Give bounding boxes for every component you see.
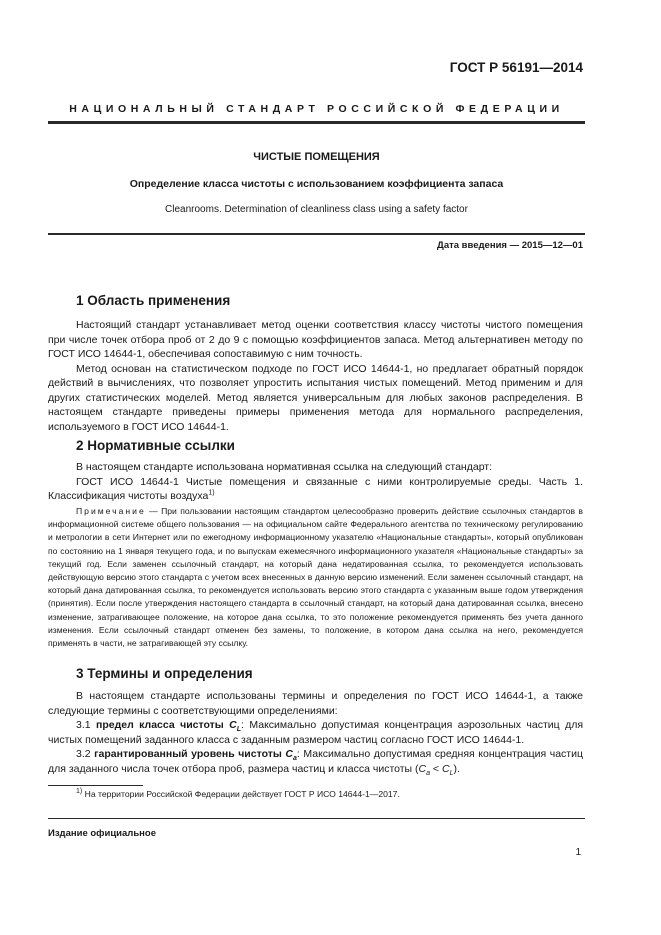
inline-symbol-sub: L	[449, 769, 454, 777]
term-definition: : Максимально допустимая концентрация аэрозольных частиц для чистых помещений заданного класса с заданным размером частиц согласно ГОСТ ИСО 14644-1.	[48, 719, 584, 746]
term-number: 3.1	[76, 719, 96, 731]
section-3-paragraph-1: В настоящем стандарте использованы термины и определения по ГОСТ ИСО 14644-1, а также следующие термины с соответствующими определениями:	[48, 690, 583, 717]
section-1-body	[48, 318, 583, 434]
term-number: 3.2	[76, 748, 95, 760]
footnote-ref: 1)	[208, 489, 215, 497]
term-symbol-sub: a	[293, 755, 297, 763]
footnote-mark: 1)	[76, 788, 83, 796]
section-3-body	[48, 689, 583, 776]
section-1-paragraph-1: Настоящий стандарт устанавливает метод оценки соответствия классу чистоты чистого помещения при числе точек отбора проб от 2 до 9 с помощью коэффициентов запаса. Метод альтернативен методу по ГОСТ ИСО 14644-1, обеспечивая сопоставимую с ним точность.	[48, 319, 583, 360]
term-symbol: C	[285, 748, 293, 760]
document-id: ГОСТ Р 56191—2014	[449, 60, 583, 75]
term-name: предел класса чистоты	[96, 719, 230, 731]
term-definition: : Максимально допустимая средняя концентрация частиц для заданного числа точек отбора проб, размера частиц и класса чистоты (	[48, 748, 583, 775]
section-3-heading: 3 Термины и определения	[76, 666, 253, 681]
page-number: 1	[575, 847, 581, 858]
effective-date: Дата введения — 2015—12—01	[437, 240, 583, 251]
footnote	[76, 789, 400, 799]
inline-symbol-sub: a	[426, 769, 431, 777]
footnote-rule	[48, 785, 143, 786]
document-title: ЧИСТЫЕ ПОМЕЩЕНИЯ	[253, 151, 380, 163]
section-1-heading: 1 Область применения	[76, 293, 231, 308]
section-2-paragraph-1: В настоящем стандарте использована нормативная ссылка на следующий стандарт:	[76, 461, 493, 473]
inline-symbol: C	[418, 762, 427, 775]
title-rule	[48, 233, 585, 235]
term-symbol-sub: L	[236, 726, 242, 734]
document-subtitle: Определение класса чистоты с использованием коэффициента запаса	[129, 178, 504, 190]
note-block	[48, 505, 583, 650]
footnote-text: На территории Российской Федерации действует ГОСТ Р ИСО 14644-1—2017.	[82, 789, 400, 799]
national-standard-banner: НАЦИОНАЛЬНЫЙ СТАНДАРТ РОССИЙСКОЙ ФЕДЕРАЦИИ	[69, 103, 564, 115]
section-2-reference	[48, 475, 583, 504]
term-symbol: C	[229, 719, 237, 731]
header-rule	[48, 121, 585, 124]
footer-rule	[48, 818, 585, 819]
section-2-heading: 2 Нормативные ссылки	[76, 438, 235, 453]
term-name: гарантированный уровень чистоты	[94, 748, 286, 760]
term-3-1	[48, 718, 583, 747]
official-edition-label: Издание официальное	[48, 828, 156, 839]
english-title: Cleanrooms. Determination of cleanliness class using a safety factor	[165, 204, 468, 215]
section-1-paragraph-2: Метод основан на статистическом подходе по ГОСТ ИСО 14644-1, но предлагает обратный порядок действий в вычислениях, что позволяет упростить испытания чистых помещений. Метод применим и для других статистических моделей. Метод является универсальным для любых законов распределения. В настоящем стандарте приведены примеры применения метода для нормального распределения, используемого в ГОСТ ИСО 14644-1.	[48, 362, 583, 433]
note-text: — При пользовании настоящим стандартом целесообразно проверить действие ссылочных стандартов в информационной системе общего пользования — на официальном сайте Федерального агентства по техническому регулированию и метрологии в сети Интернет или по ежегодному информационному указателю «Национальные стандарты», который опубликован по состоянию на 1 января текущего года, и по выпускам ежемесячного информационного указателя «Национальные стандарты» за текущий год. Если заменен ссылочный стандарт, на который дана недатированная ссылка, то рекомендуется использовать действующую версию этого стандарта с учетом всех внесенных в данную версию изменений. Если заменен ссылочный стандарт, на который дана датированная ссылка, то рекомендуется использовать версию этого стандарта с указанным выше годом утверждения (принятия). Если после утверждения настоящего стандарта в ссылочный стандарт, на который дана датированная ссылка, внесено изменение, затрагивающее положение, на которое дана ссылка, то это положение рекомендуется применять без учета данного изменения. Если ссылочный стандарт отменен без замены, то положение, в котором дана ссылка на него, рекомендуется применять в части, не затрагивающей эту ссылку.	[48, 506, 583, 649]
section-2-body	[48, 460, 583, 504]
inline-end: ).	[453, 762, 460, 775]
term-3-2	[48, 747, 583, 776]
reference-text: ГОСТ ИСО 14644-1 Чистые помещения и связанные с ними контролируемые среды. Часть 1. Классификация чистоты воздуха	[48, 475, 583, 502]
inline-symbol: C	[441, 762, 450, 775]
inline-operator: <	[430, 762, 442, 775]
note-label: Примечание	[76, 506, 146, 516]
